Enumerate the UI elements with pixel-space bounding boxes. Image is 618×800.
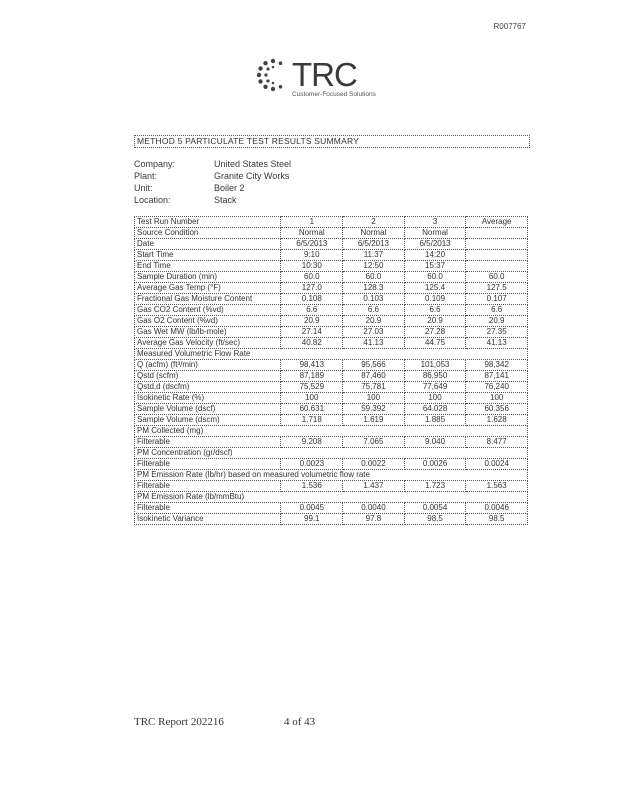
run-value: 1.718 <box>281 415 343 426</box>
table-row <box>135 239 528 250</box>
row-label: Gas O2 Content (%vd) <box>135 316 281 327</box>
average-value: 6.6 <box>466 305 528 316</box>
run-value: 6.6 <box>343 305 405 316</box>
run-value: 1.437 <box>343 481 405 492</box>
average-value: 27.35 <box>466 327 528 338</box>
row-label: End Time <box>135 261 281 272</box>
run-value: 60.631 <box>281 404 343 415</box>
table-row <box>135 228 528 239</box>
table-row <box>135 514 528 525</box>
run-value: 14:20 <box>404 250 466 261</box>
run-value: 20.9 <box>343 316 405 327</box>
info-value: Boiler 2 <box>214 183 245 193</box>
page-id: R007767 <box>493 22 526 31</box>
logo-tagline: Customer-Focused Solutions <box>292 91 376 98</box>
table-section-row <box>135 470 528 481</box>
run-value: 1.619 <box>343 415 405 426</box>
run-value: 6/5/2013 <box>404 239 466 250</box>
section-title: METHOD 5 PARTICULATE TEST RESULTS SUMMARY <box>134 135 530 148</box>
info-value: Granite City Works <box>214 171 290 181</box>
table-row <box>135 459 528 470</box>
row-label: Filterable <box>135 437 281 448</box>
table-row <box>135 503 528 514</box>
row-label: Q (acfm) (ft³/min) <box>135 360 281 371</box>
run-value: 100 <box>281 393 343 404</box>
run-value: 20.9 <box>404 316 466 327</box>
average-value <box>466 228 528 239</box>
run-value: 125.4 <box>404 283 466 294</box>
run-value: 75,781 <box>343 382 405 393</box>
run-value: 0.0023 <box>281 459 343 470</box>
table-row <box>135 283 528 294</box>
average-value <box>466 250 528 261</box>
run-value: 7.065 <box>343 437 405 448</box>
info-row <box>134 194 291 206</box>
run-value: 98,413 <box>281 360 343 371</box>
run-value: 0.0054 <box>404 503 466 514</box>
header-run: 1 <box>281 217 343 228</box>
run-value: 20.9 <box>281 316 343 327</box>
row-label: Average Gas Velocity (ft/sec) <box>135 338 281 349</box>
run-value: 75,529 <box>281 382 343 393</box>
run-value: 0.103 <box>343 294 405 305</box>
average-value <box>466 239 528 250</box>
table-row <box>135 316 528 327</box>
results-table <box>134 216 528 525</box>
average-value: 1.563 <box>466 481 528 492</box>
row-label: Filterable <box>135 459 281 470</box>
run-value: 0.109 <box>404 294 466 305</box>
trc-logo-icon <box>256 58 290 92</box>
row-label: Qstd,d (dscfm) <box>135 382 281 393</box>
table-row <box>135 261 528 272</box>
section-label: PM Concentration (gr/dscf) <box>135 448 528 459</box>
run-value: 128.3 <box>343 283 405 294</box>
header-run: 2 <box>343 217 405 228</box>
run-value: 11:37 <box>343 250 405 261</box>
run-value: 1.885 <box>404 415 466 426</box>
run-value: 60.0 <box>281 272 343 283</box>
run-value: 77,649 <box>404 382 466 393</box>
table-row <box>135 404 528 415</box>
average-value: 0.107 <box>466 294 528 305</box>
run-value: 6/5/2013 <box>343 239 405 250</box>
section-label: PM Collected (mg) <box>135 426 528 437</box>
row-label: Fractional Gas Moisture Content <box>135 294 281 305</box>
header-average: Average <box>466 217 528 228</box>
run-value: 40.82 <box>281 338 343 349</box>
table-section-row <box>135 492 528 503</box>
header-label: Test Run Number <box>135 217 281 228</box>
run-value: 9.040 <box>404 437 466 448</box>
average-value: 127.5 <box>466 283 528 294</box>
info-value: Stack <box>214 195 237 205</box>
run-value: 27.14 <box>281 327 343 338</box>
row-label: Sample Volume (dscf) <box>135 404 281 415</box>
row-label: Average Gas Temp (°F) <box>135 283 281 294</box>
run-value: 6.6 <box>281 305 343 316</box>
trc-logo <box>256 58 382 104</box>
run-value: 59.392 <box>343 404 405 415</box>
average-value <box>466 261 528 272</box>
run-value: 100 <box>343 393 405 404</box>
section-label: PM Emission Rate (lb/mmBtu) <box>135 492 528 503</box>
run-value: Normal <box>404 228 466 239</box>
footer-page-number: 4 of 43 <box>284 716 316 728</box>
table-row <box>135 437 528 448</box>
run-value: 0.108 <box>281 294 343 305</box>
info-label: Unit: <box>134 183 153 193</box>
info-row <box>134 170 291 182</box>
table-row <box>135 382 528 393</box>
row-label: Gas Wet MW (lb/lb-mole) <box>135 327 281 338</box>
run-value: 64.028 <box>404 404 466 415</box>
average-value: 60.0 <box>466 272 528 283</box>
section-label: Measured Volumetric Flow Rate <box>135 349 528 360</box>
table-section-row <box>135 448 528 459</box>
row-label: Sample Volume (dscm) <box>135 415 281 426</box>
average-value: 1.628 <box>466 415 528 426</box>
run-value: 127.0 <box>281 283 343 294</box>
table-row <box>135 371 528 382</box>
table-row <box>135 327 528 338</box>
row-label: Date <box>135 239 281 250</box>
table-row <box>135 415 528 426</box>
average-value: 41.13 <box>466 338 528 349</box>
run-value: 101,053 <box>404 360 466 371</box>
info-label: Plant: <box>134 171 158 181</box>
average-value: 60.356 <box>466 404 528 415</box>
footer-report: TRC Report 202216 <box>134 716 224 728</box>
table-header-row <box>135 217 528 228</box>
row-label: Isokinetic Rate (%) <box>135 393 281 404</box>
run-value: 44.75 <box>404 338 466 349</box>
table-row <box>135 393 528 404</box>
run-value: 60.0 <box>404 272 466 283</box>
run-value: 9:10 <box>281 250 343 261</box>
run-value: Normal <box>281 228 343 239</box>
table-section-row <box>135 426 528 437</box>
section-label: PM Emission Rate (lb/hr) based on measured volumetric flow rate <box>135 470 528 481</box>
info-row <box>134 182 291 194</box>
info-block <box>134 158 291 206</box>
run-value: 98.5 <box>404 514 466 525</box>
table-row <box>135 481 528 492</box>
info-value: United States Steel <box>214 159 292 169</box>
header-run: 3 <box>404 217 466 228</box>
average-value: 0.0046 <box>466 503 528 514</box>
average-value: 76,240 <box>466 382 528 393</box>
average-value: 8.477 <box>466 437 528 448</box>
info-label: Location: <box>134 195 171 205</box>
run-value: 41.13 <box>343 338 405 349</box>
average-value: 98.5 <box>466 514 528 525</box>
row-label: Gas CO2 Content (%vd) <box>135 305 281 316</box>
average-value: 98,342 <box>466 360 528 371</box>
row-label: Source Condition <box>135 228 281 239</box>
row-label: Sample Duration (min) <box>135 272 281 283</box>
row-label: Qstd (scfm) <box>135 371 281 382</box>
info-label: Company: <box>134 159 176 169</box>
run-value: 0.0026 <box>404 459 466 470</box>
run-value: 99.1 <box>281 514 343 525</box>
row-label: Filterable <box>135 503 281 514</box>
run-value: 1.536 <box>281 481 343 492</box>
info-row <box>134 158 291 170</box>
run-value: 97.8 <box>343 514 405 525</box>
run-value: 10:30 <box>281 261 343 272</box>
table-row <box>135 294 528 305</box>
run-value: Normal <box>343 228 405 239</box>
row-label: Filterable <box>135 481 281 492</box>
table-row <box>135 272 528 283</box>
run-value: 0.0040 <box>343 503 405 514</box>
run-value: 87,460 <box>343 371 405 382</box>
run-value: 12:50 <box>343 261 405 272</box>
row-label: Start Time <box>135 250 281 261</box>
run-value: 86,950 <box>404 371 466 382</box>
run-value: 100 <box>404 393 466 404</box>
table-section-row <box>135 349 528 360</box>
average-value: 100 <box>466 393 528 404</box>
run-value: 9.208 <box>281 437 343 448</box>
table-row <box>135 250 528 261</box>
average-value: 20.9 <box>466 316 528 327</box>
table-row <box>135 338 528 349</box>
average-value: 0.0024 <box>466 459 528 470</box>
run-value: 6.6 <box>404 305 466 316</box>
run-value: 0.0045 <box>281 503 343 514</box>
table-row <box>135 305 528 316</box>
run-value: 15:37 <box>404 261 466 272</box>
run-value: 1.723 <box>404 481 466 492</box>
run-value: 95,566 <box>343 360 405 371</box>
run-value: 60.0 <box>343 272 405 283</box>
row-label: Isokinetic Variance <box>135 514 281 525</box>
table-row <box>135 360 528 371</box>
run-value: 27.28 <box>404 327 466 338</box>
run-value: 87,189 <box>281 371 343 382</box>
average-value: 87,141 <box>466 371 528 382</box>
run-value: 0.0022 <box>343 459 405 470</box>
run-value: 6/5/2013 <box>281 239 343 250</box>
logo-wordmark: TRC <box>292 56 357 93</box>
run-value: 27.03 <box>343 327 405 338</box>
